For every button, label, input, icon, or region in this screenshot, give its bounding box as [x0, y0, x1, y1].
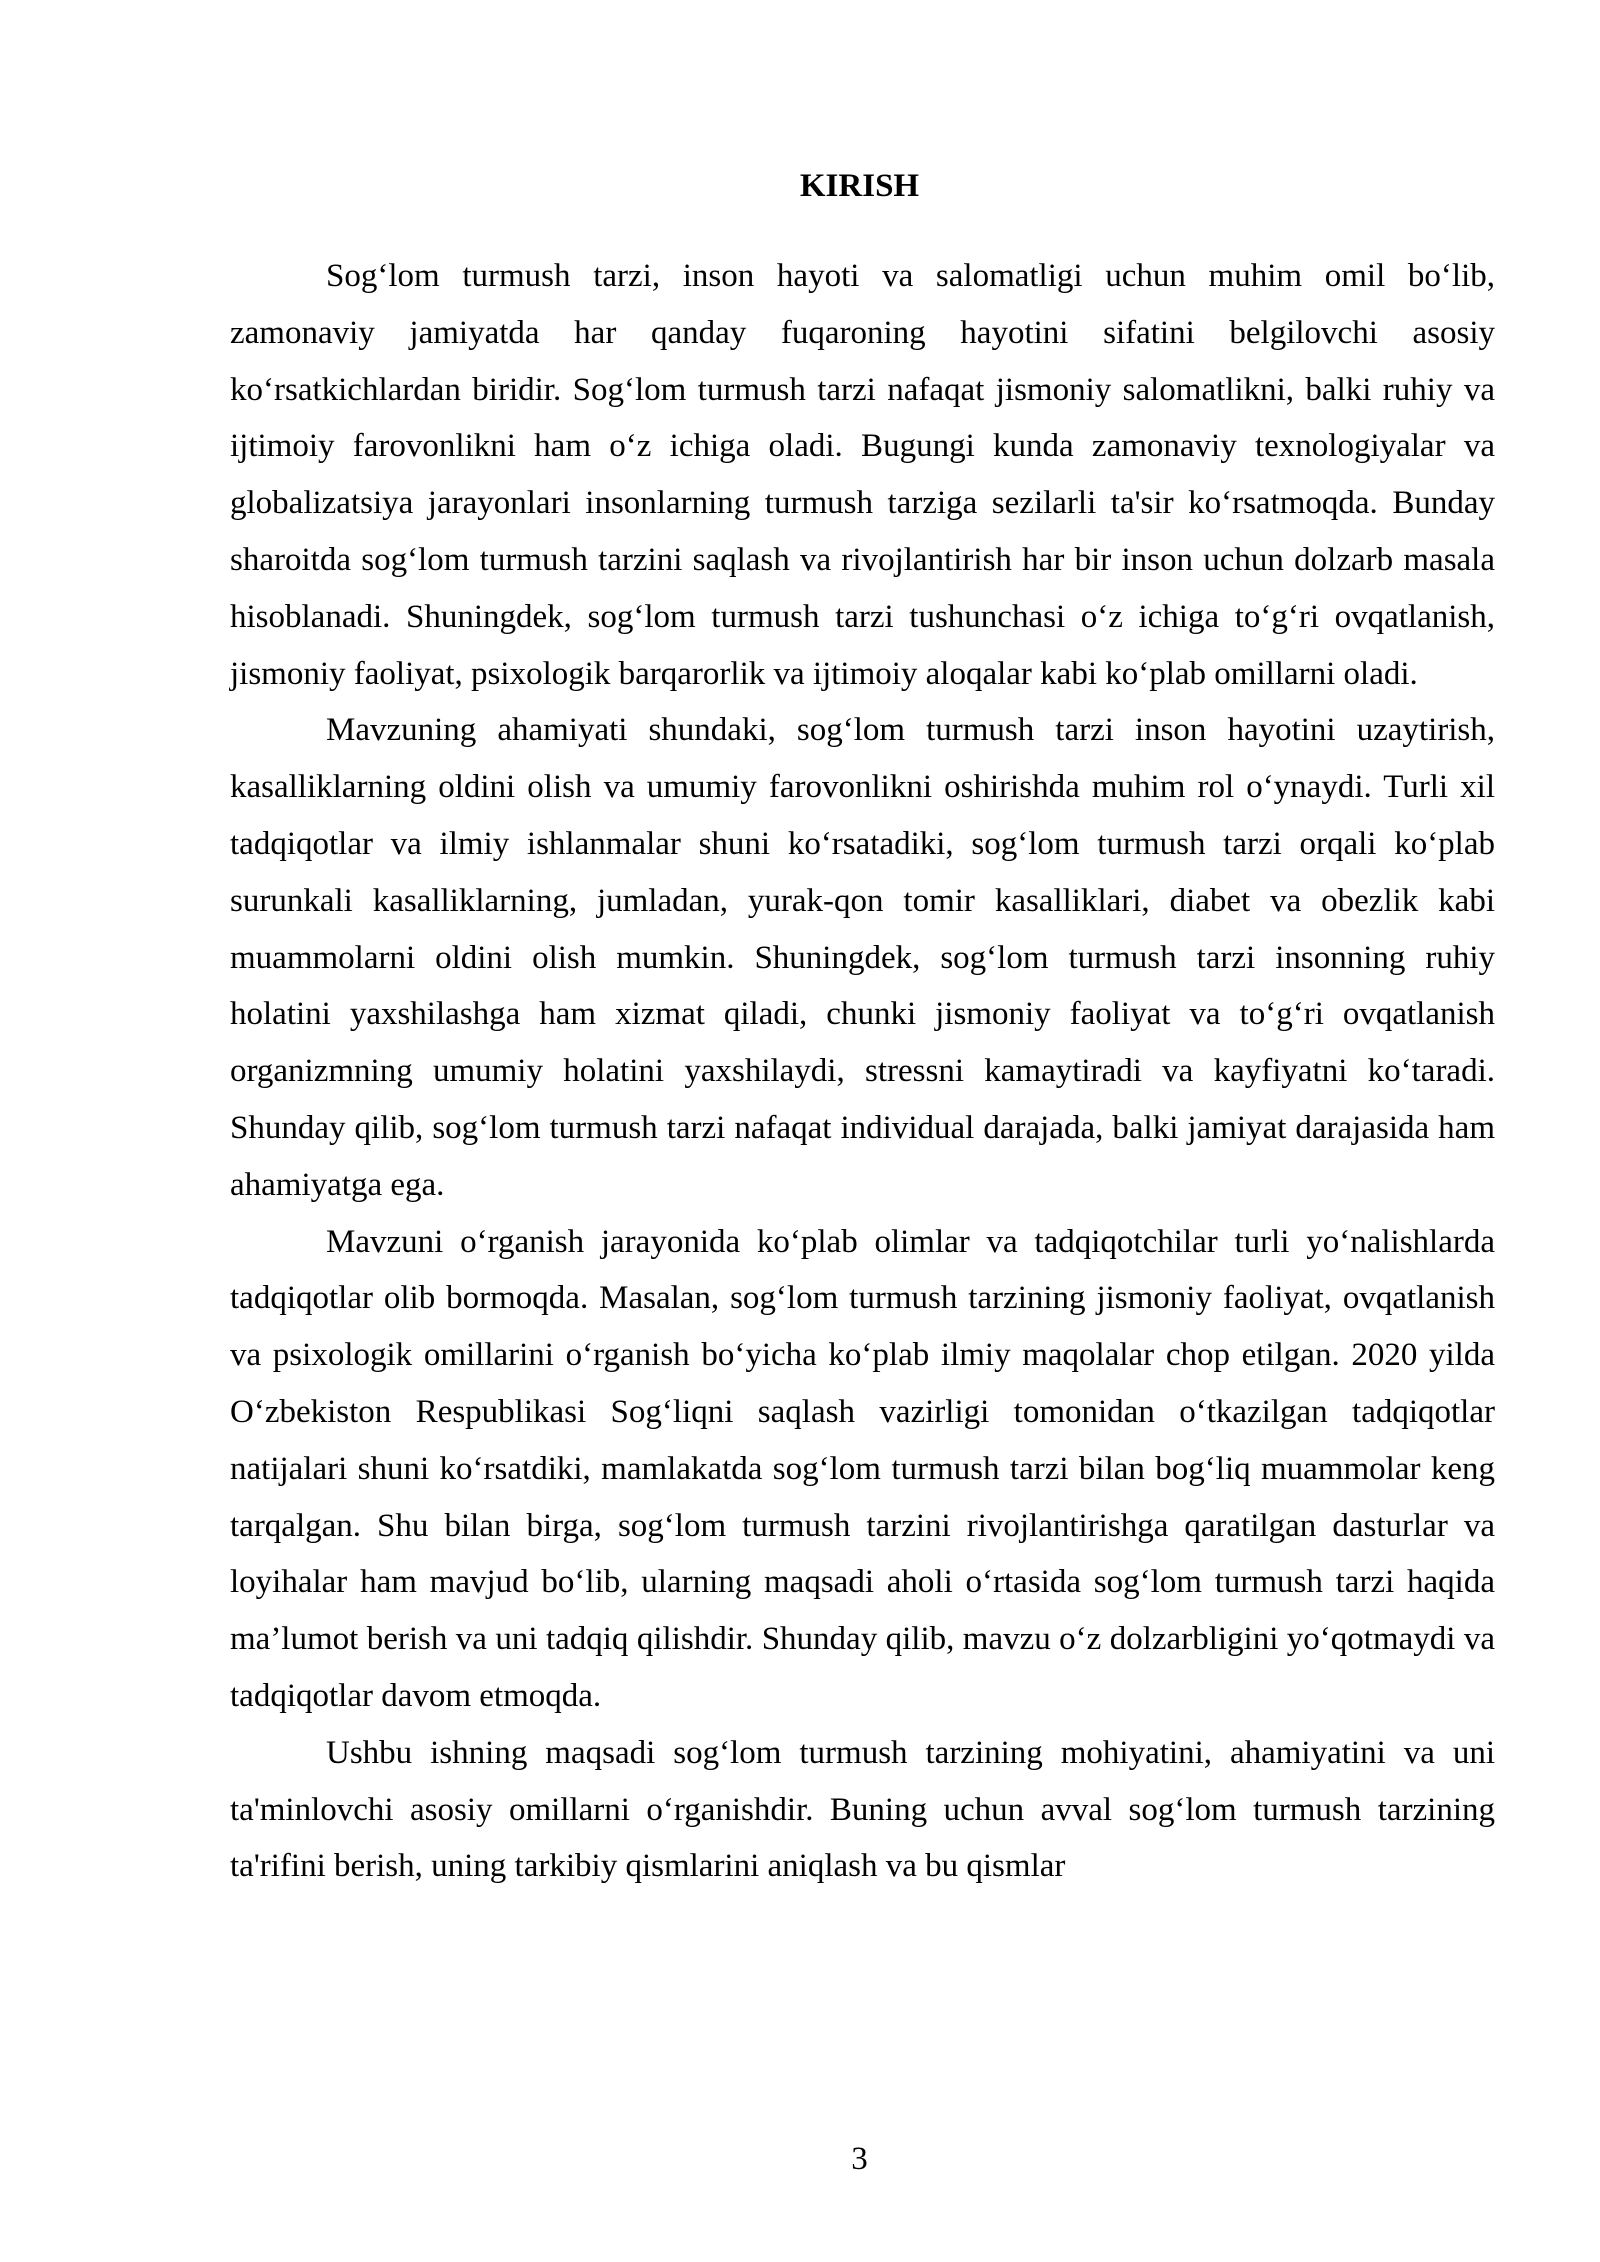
- paragraph-1: Sog‘lom turmush tarzi, inson hayoti va salomatligi uchun muhim omil bo‘lib, zamonaviy jamiyatda har qanday fuqaroning hayotini sifatini belgilovchi asosiy ko‘rsatkichlardan biridir. Sog‘lom turmush tarzi nafaqat jismoniy salomatlikni, balki ruhiy va ijtimoiy farovonlikni ham o‘z ichiga oladi. Bugungi kunda zamonaviy texnologiyalar va globalizatsiya jarayonlari insonlarning turmush tarziga sezilarli ta'sir ko‘rsatmoqda. Bunday sharoitda sog‘lom turmush tarzini saqlash va rivojlantirish har bir inson uchun dolzarb masala hisoblanadi. Shuningdek, sog‘lom turmush tarzi tushunchasi o‘z ichiga to‘g‘ri ovqatlanish, jismoniy faoliyat, psixologik barqarorlik va ijtimoiy aloqalar kabi ko‘plab omillarni oladi.: [230, 258, 1495, 692]
- section-heading: KIRISH: [799, 168, 920, 204]
- body-text: [230, 248, 1495, 1895]
- paragraph-4: Ushbu ishning maqsadi sog‘lom turmush tarzining mohiyatini, ahamiyatini va uni ta'minlovchi asosiy omillarni o‘rganishdir. Buning uchun avval sog‘lom turmush tarzining ta'rifini berish, uning tarkibiy qismlarini aniqlash va bu qismlar: [230, 1734, 1495, 1885]
- page-number: 3: [851, 2141, 868, 2177]
- paragraph-3: Mavzuni o‘rganish jarayonida ko‘plab olimlar va tadqiqotchilar turli yo‘nalishlarda tadqiqotlar olib bormoqda. Masalan, sog‘lom turmush tarzining jismoniy faoliyat, ovqatlanish va psixologik omillarini o‘rganish bo‘yicha ko‘plab ilmiy maqolalar chop etilgan. 2020 yilda O‘zbekiston Respublikasi Sog‘liqni saqlash vazirligi tomonidan o‘tkazilgan tadqiqotlar natijalari shuni ko‘rsatdiki, mamlakatda sog‘lom turmush tarzi bilan bog‘liq muammolar keng tarqalgan. Shu bilan birga, sog‘lom turmush tarzini rivojlantirishga qaratilgan dasturlar va loyihalar ham mavjud bo‘lib, ularning maqsadi aholi o‘rtasida sog‘lom turmush tarzi haqida ma’lumot berish va uni tadqiq qilishdir. Shunday qilib, mavzu o‘z dolzarbligini yo‘qotmaydi va tadqiqotlar davom etmoqda.: [230, 1223, 1495, 1714]
- paragraph-2: Mavzuning ahamiyati shundaki, sog‘lom turmush tarzi inson hayotini uzaytirish, kasalliklarning oldini olish va umumiy farovonlikni oshirishda muhim rol o‘ynaydi. Turli xil tadqiqotlar va ilmiy ishlanmalar shuni ko‘rsatadiki, sog‘lom turmush tarzi orqali ko‘plab surunkali kasalliklarning, jumladan, yurak-qon tomir kasalliklari, diabet va obezlik kabi muammolarni oldini olish mumkin. Shuningdek, sog‘lom turmush tarzi insonning ruhiy holatini yaxshilashga ham xizmat qiladi, chunki jismoniy faoliyat va to‘g‘ri ovqatlanish organizmning umumiy holatini yaxshilaydi, stressni kamaytiradi va kayfiyatni ko‘taradi. Shunday qilib, sog‘lom turmush tarzi nafaqat individual darajada, balki jamiyat darajasida ham ahamiyatga ega.: [230, 712, 1495, 1203]
